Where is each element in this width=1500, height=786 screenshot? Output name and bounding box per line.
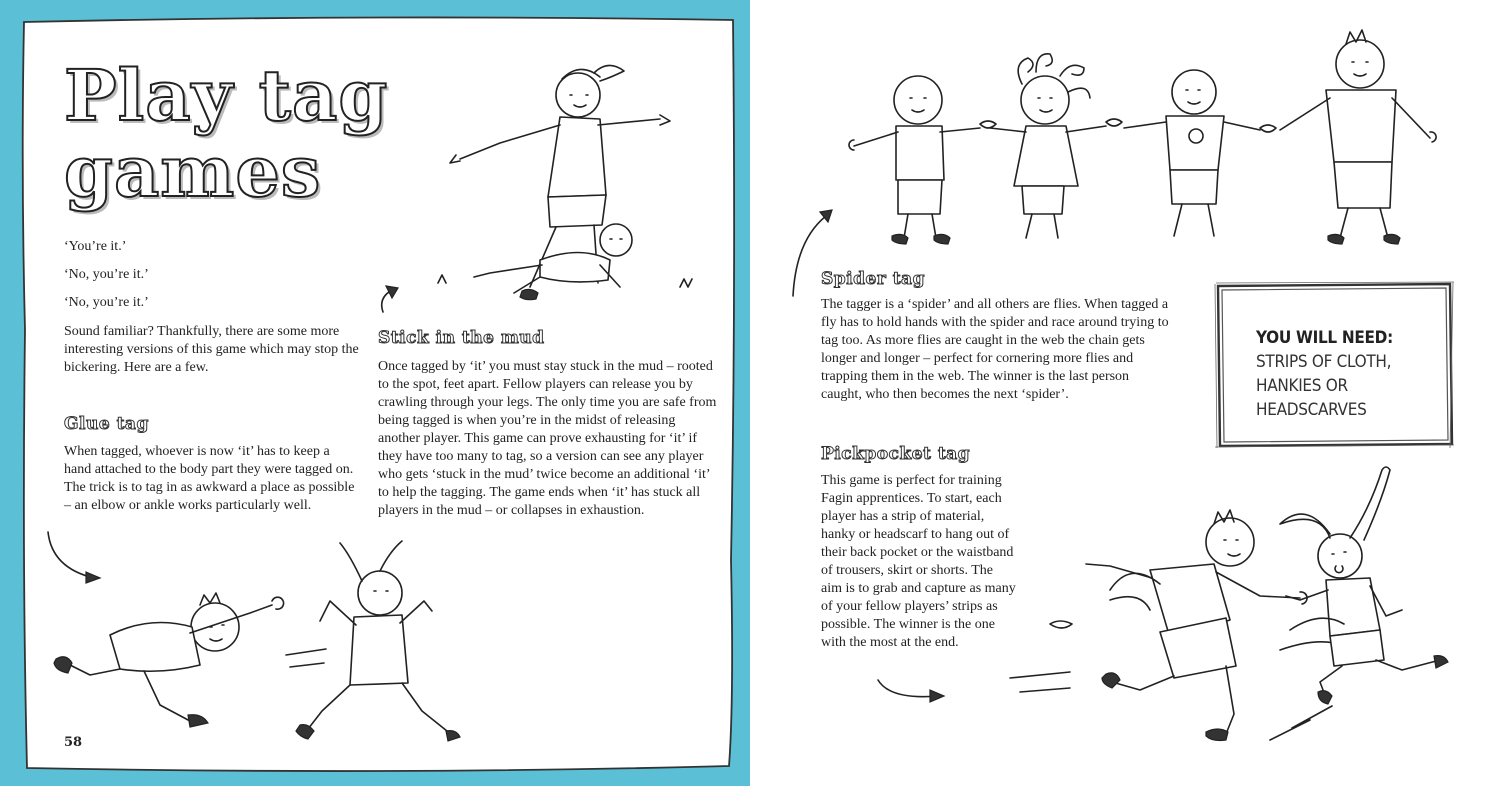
pickpocket-tag-heading: Pickpocket tag [821, 444, 971, 464]
spider-tag-heading: Spider tag [821, 269, 925, 289]
spider-tag-text: The tagger is a ‘spider’ and all others are flies. When tagged a fly has to hold hands with the spider and race around trying to tag too. As more flies are caught in the web the chain gets longer and longer – perfect for cornering more flies and trapping them in the web. The winner is the last person caught, who then becomes the next ‘spider’. [821, 297, 1169, 402]
quote-1: ‘You’re it.’ [64, 239, 127, 254]
page-number: 58 [64, 735, 83, 750]
you-will-need-items: STRIPS OF CLOTH, HANKIES OR HEADSCARVES [1256, 352, 1392, 420]
glue-tag-text: When tagged, whoever is now ‘it’ has to keep a hand attached to the body part they were tagged on. The trick is to tag in as awkward a place as possible – an elbow or ankle works particularly well. [64, 444, 355, 513]
quote-2: ‘No, you’re it.’ [64, 267, 149, 282]
intro-paragraph: Sound familiar? Thankfully, there are some more interesting versions of this game which may stop the bickering. Here are a few. [64, 324, 359, 375]
pickpocket-tag-text: This game is perfect for training Fagin apprentices. To start, each player has a strip of material, hanky or headscarf to hang out of their back pocket or the waistband of trousers, skirt or shorts. The aim is to grab and capture as many of your fellow players’ strips as possible. The winner is the one with the most at the end. [821, 473, 1016, 650]
pickpocket-tag-illustration [1030, 460, 1460, 750]
title-line-2: games [64, 130, 322, 213]
quote-3: ‘No, you’re it.’ [64, 295, 149, 310]
title-line-1: Play tag [64, 54, 389, 137]
glue-tag-heading: Glue tag [64, 414, 149, 434]
you-will-need-text [1256, 326, 1426, 422]
you-will-need-label: YOU WILL NEED: [1256, 328, 1393, 348]
stick-in-the-mud-text: Once tagged by ‘it’ you must stay stuck in the mud – rooted to the spot, feet apart. Fellow players can release you by crawling through your legs. The only time you are safe from being tagged is when you’re in the midst of releasing another player. This game can prove exhausting for ‘it’ if they have too many to tag, so a version can see any player who gets ‘stuck in the mud’ twice become an additional ‘it’ to help the tagging. The game ends when ‘it’ has stuck all players in the mud – or collapses in exhaustion. [378, 359, 717, 518]
stick-in-the-mud-heading: Stick in the mud [378, 328, 545, 348]
